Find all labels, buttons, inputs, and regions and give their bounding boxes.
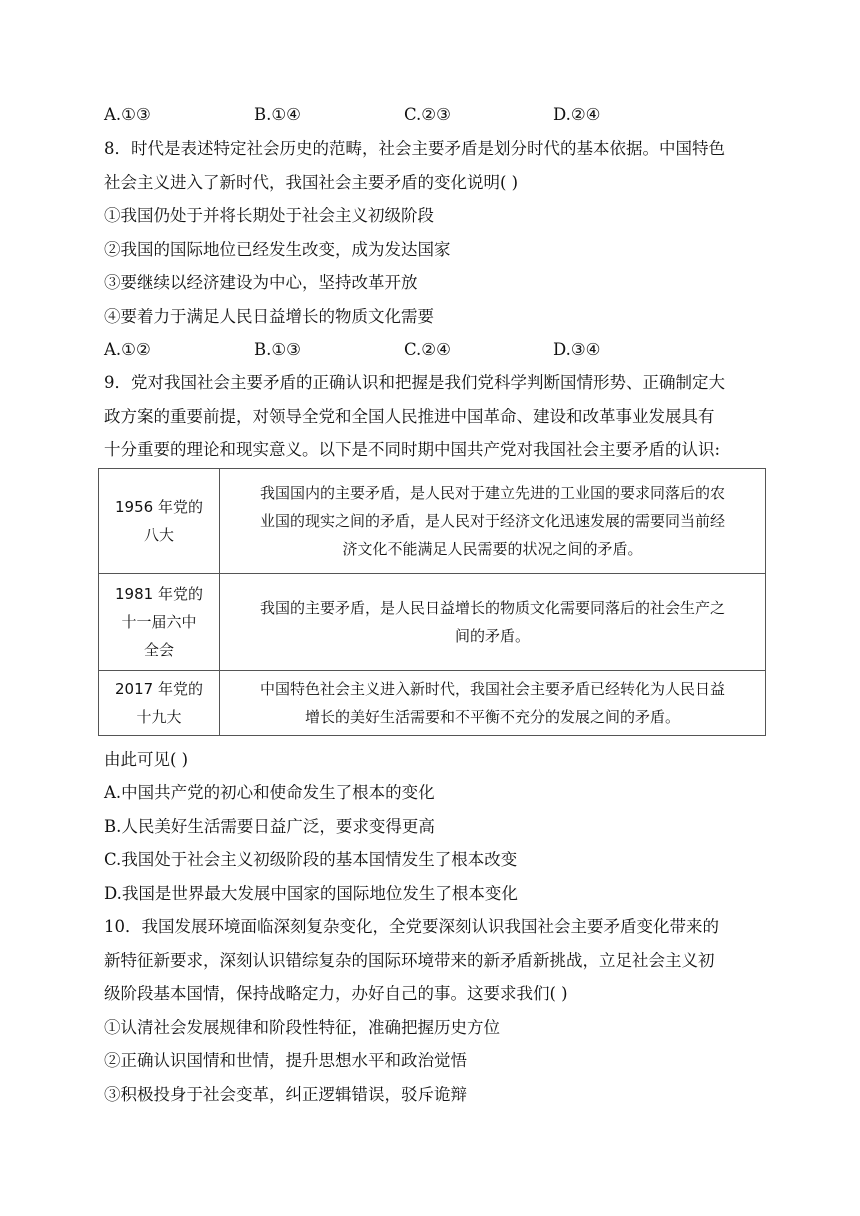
q9-stem-line-3: 十分重要的理论和现实意义。以下是不同时期中国共产党对我国社会主要矛盾的认识:: [104, 440, 721, 459]
content-line: 间的矛盾。: [454, 627, 530, 645]
q10-statement-2: ②正确认识国情和世情，提升思想水平和政治觉悟: [104, 1051, 467, 1070]
q10-stem-line-2: 新特征新要求，深刻认识错综复杂的国际环境带来的新矛盾新挑战，立足社会主义初: [104, 951, 715, 970]
q9-option-a: A.中国共产党的初心和使命发生了根本的变化: [104, 783, 435, 802]
table-content-cell: [220, 574, 766, 671]
table-content-cell: [220, 469, 766, 574]
q9-option-c: C.我国处于社会主义初级阶段的基本国情发生了根本改变: [104, 850, 518, 869]
q10-statement-1: ①认清社会发展规律和阶段性特征，准确把握历史方位: [104, 1018, 500, 1037]
period-line: 八大: [143, 526, 174, 544]
content-line: 中国特色社会主义进入新时代，我国社会主要矛盾已经转化为人民日益: [259, 680, 725, 698]
period-line: 1981 年党的: [115, 585, 203, 603]
period-line: 全会: [143, 641, 174, 659]
content-line: 我国的主要矛盾，是人民日益增长的物质文化需要同落后的社会生产之: [259, 599, 725, 617]
q9-stem-line-2: 政方案的重要前提，对领导全党和全国人民推进中国革命、建设和改革事业发展具有: [104, 407, 715, 426]
q8-options: [104, 339, 664, 361]
q8-stem-line-2: 社会主义进入了新时代，我国社会主要矛盾的变化说明( ): [104, 173, 519, 192]
q8-stem-line-1: 8．时代是表述特定社会历史的范畴，社会主要矛盾是划分时代的基本依据。中国特色: [104, 139, 725, 158]
q8-statement-1: ①我国仍处于并将长期处于社会主义初级阶段: [104, 206, 434, 225]
table-content-cell: [220, 671, 766, 736]
q10-stem-line-3: 级阶段基本国情，保持战略定力，办好自己的事。这要求我们( ): [104, 984, 568, 1003]
q9-option-b: B.人民美好生活需要日益广泛，要求变得更高: [104, 817, 435, 836]
table-period-cell: [99, 671, 220, 736]
q8-statement-4: ④要着力于满足人民日益增长的物质文化需要: [104, 307, 434, 326]
q9-option-d: D.我国是世界最大发展中国家的国际地位发生了根本变化: [104, 884, 518, 903]
table-period-cell: [99, 469, 220, 574]
contradiction-table: [98, 468, 766, 736]
content-line: 济文化不能满足人民需要的状况之间的矛盾。: [342, 540, 643, 558]
period-line: 十九大: [136, 708, 182, 726]
q8-option-a: A.①②: [104, 340, 151, 359]
q9-stem-line-1: 9．党对我国社会主要矛盾的正确认识和把握是我们党科学判断国情形势、正确制定大: [104, 373, 725, 392]
content-line: 我国国内的主要矛盾，是人民对于建立先进的工业国的要求同落后的农: [259, 484, 725, 502]
q7-option-d: D.②④: [553, 105, 601, 124]
content-line: 增长的美好生活需要和不平衡不充分的发展之间的矛盾。: [304, 708, 680, 726]
q8-option-b: B.①③: [254, 340, 301, 359]
q7-options: [104, 104, 664, 126]
q10-statement-3: ③积极投身于社会变革，纠正逻辑错误，驳斥诡辩: [104, 1085, 467, 1104]
period-line: 1956 年党的: [115, 498, 203, 516]
table-row: [99, 671, 766, 736]
q10-stem-line-1: 10．我国发展环境面临深刻复杂变化，全党要深刻认识我国社会主要矛盾变化带来的: [104, 917, 719, 936]
q7-option-c: C.②③: [404, 105, 451, 124]
table-row: [99, 469, 766, 574]
period-line: 十一届六中: [121, 613, 197, 631]
q8-option-d: D.③④: [553, 340, 601, 359]
table-period-cell: [99, 574, 220, 671]
q7-option-a: A.①③: [104, 105, 151, 124]
q8-statement-2: ②我国的国际地位已经发生改变，成为发达国家: [104, 240, 451, 259]
q9-conclusion: 由此可见( ): [104, 750, 189, 769]
q8-statement-3: ③要继续以经济建设为中心，坚持改革开放: [104, 273, 418, 292]
q7-option-b: B.①④: [254, 105, 301, 124]
content-line: 业国的现实之间的矛盾，是人民对于经济文化迅速发展的需要同当前经: [259, 512, 725, 530]
table-row: [99, 574, 766, 671]
period-line: 2017 年党的: [115, 680, 203, 698]
q8-option-c: C.②④: [404, 340, 451, 359]
